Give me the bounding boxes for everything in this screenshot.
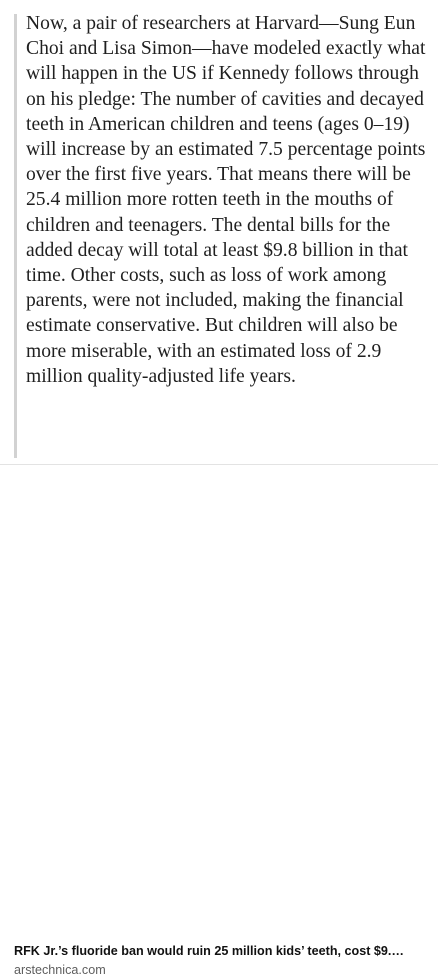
link-title[interactable]: RFK Jr.’s fluoride ban would ruin 25 million kids’ teeth, cost $9.… <box>14 944 405 958</box>
quote-text: Now, a pair of researchers at Harvard—Sung Eun Choi and Lisa Simon—have modeled exactly what will happen in the US if Kennedy follows through on his pledge: The number of cavities and decayed teeth in American children and teens (ages 0–19) will increase by an estimated 7.5 percentage points over the first five years. That means there will be 25.4 million more rotten teeth in the mouths of children and teenagers. The dental bills for the added decay will total at least $9.8 billion in that time. Other costs, such as loss of work among parents, were not included, making the financial estimate conservative. But children will also be more miserable, with an estimated loss of 2.9 million quality-adjusted life years. <box>26 13 426 387</box>
quote-block <box>0 0 438 462</box>
link-preview-card[interactable] <box>0 465 438 977</box>
quote-bar <box>14 14 17 458</box>
link-domain: arstechnica.com <box>14 963 106 977</box>
